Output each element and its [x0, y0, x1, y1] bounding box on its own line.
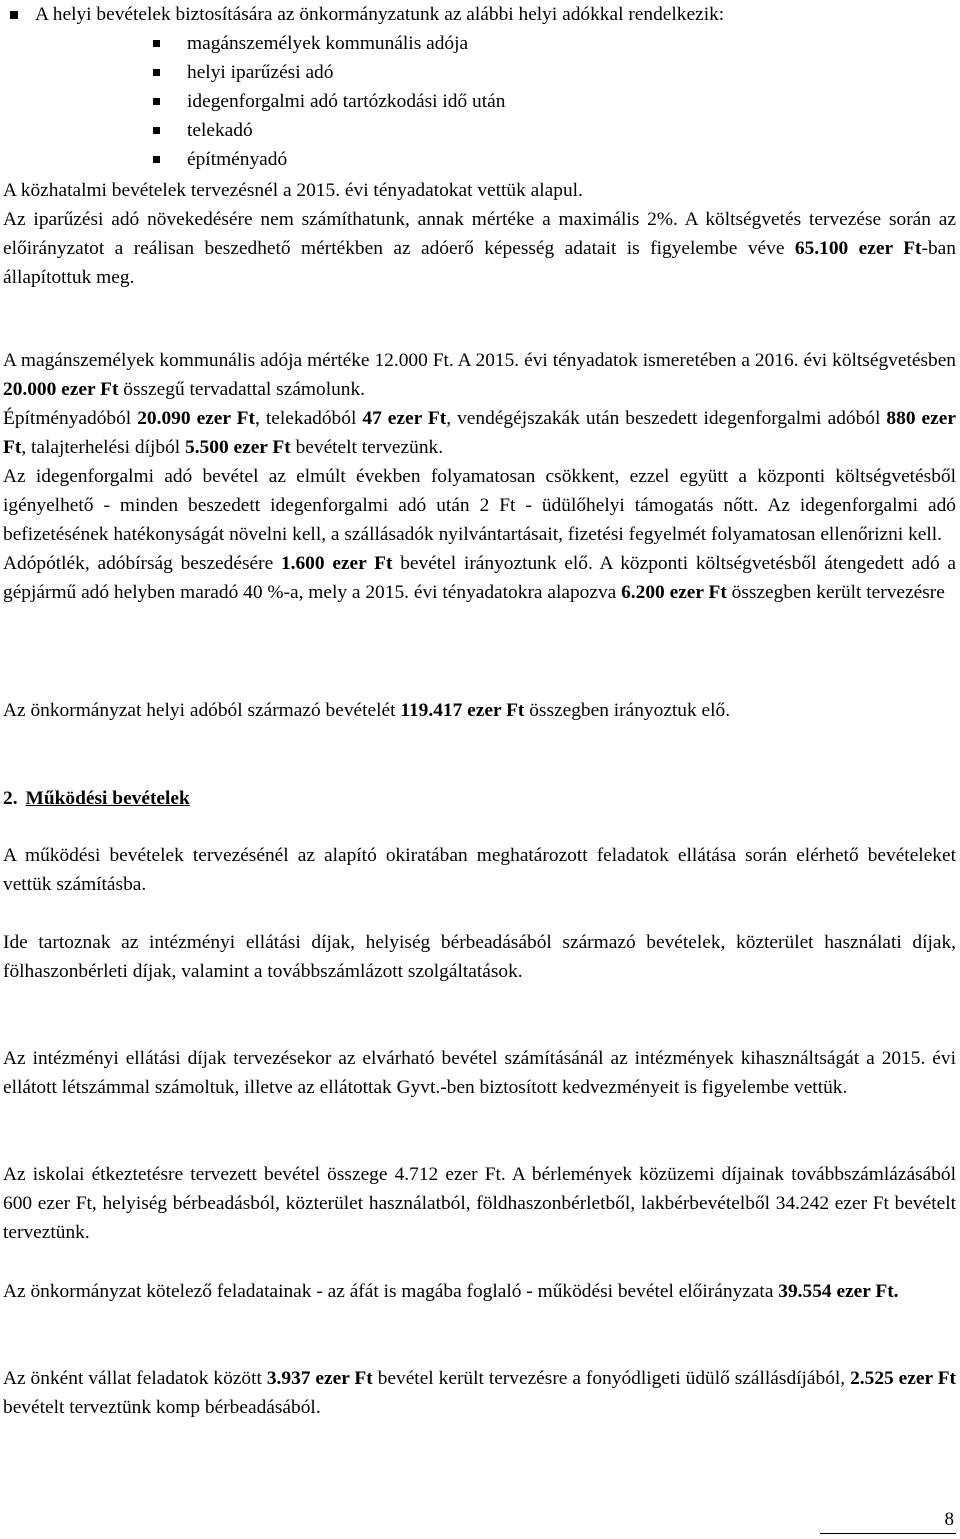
text-span: bevételt tervezünk. — [290, 437, 444, 458]
text-span: -ban állapítottuk meg. — [3, 238, 956, 288]
paragraph-text — [3, 1277, 956, 1306]
section-title: Működési bevételek — [25, 788, 190, 809]
text-span: Adópótlék, adóbírság beszedésére — [3, 553, 281, 574]
amount-bold: 47 ezer Ft — [362, 408, 447, 429]
amount-bold: 20.090 ezer Ft — [137, 408, 255, 429]
amount-bold: 2.525 ezer Ft — [850, 1368, 957, 1389]
amount-bold: 1.600 ezer Ft — [280, 553, 393, 574]
text-span: A magánszemélyek kommunális adója mértéke 12.000 Ft. A 2015. évi tényadatok ismeretében a 2016. évi költségvetésben — [3, 350, 956, 371]
text-span: összegben került tervezésre — [726, 582, 945, 603]
page-number: 8 — [944, 1509, 954, 1530]
list-item — [3, 0, 956, 174]
text-span: Az önkormányzat helyi adóból származó bevételét — [3, 700, 401, 721]
paragraph-text: Az idegenforgalmi adó bevétel az elmúlt években folyamatosan csökkent, ezzel együtt a központi költségvetésből igényelhető - minden beszedett idegenforgalmi adó után 2 Ft - üdülőhelyi támogatás nőtt. Az idegenforgalmi adó befizetésének hatékonyságát növelni kell, a szállásadók nyilvántartásait, fizetési fegyelmét folyamatosan ellenőrizni kell. — [3, 466, 956, 545]
paragraph-text: Ide tartoznak az intézményi ellátási díjak, helyiség bérbeadásából származó bevételek, közterület használati díjak, fölhaszonbérleti díjak, valamint a továbbszámlázott szolgáltatások. — [3, 932, 956, 982]
paragraph-voluntary-tasks — [3, 1364, 956, 1422]
paragraph-line — [3, 176, 956, 205]
amount-bold: 3.937 ezer Ft — [266, 1368, 373, 1389]
tax-list-lead: A helyi bevételek biztosítására az önkormányzatunk az alábbi helyi adókkal rendelkezik: — [35, 4, 725, 25]
section-heading — [3, 784, 190, 813]
text-span: bevétel irányoztunk elő. A központi költségvetésből átengedett adó a gépjármű adó helyben maradó 40 %-a, mely a 2015. évi tényadatokra alapozva — [3, 553, 956, 603]
page-number-rule — [820, 1533, 956, 1534]
paragraph-school-catering — [3, 1160, 956, 1247]
paragraph-text: Az intézményi ellátási díjak tervezésekor az elvárható bevétel számításánál az intézmények kihasználtságát a 2015. évi ellátott létszámmal számoltuk, illetve az ellátottak Gyvt.-ben biztosított kedvezményeit is figyelembe vettük. — [3, 1048, 956, 1098]
list-item: építményadó — [153, 145, 956, 174]
paragraph-text: A működési bevételek tervezésénél az alapító okiratában meghatározott feladatok ellátása során elérhető bevételeket vettük számításba. — [3, 845, 956, 895]
paragraph-basis — [3, 176, 956, 292]
tax-sublist — [35, 29, 956, 174]
text-span: , talajterhelési díjból — [21, 437, 186, 458]
paragraph-business-tax — [3, 205, 956, 292]
paragraph-text — [3, 549, 956, 607]
text-span: Építményadóból — [3, 408, 138, 429]
text-span: Az iparűzési adó növekedésére nem számíthatunk, annak mértéke a maximális 2%. A költségvetés tervezése során az előirányzatot a reálisan beszedhető mértékben az adóerő képesség adatait is figyelembe véve — [3, 209, 956, 259]
paragraph-text: Az iskolai étkeztetésre tervezett bevétel összege 4.712 ezer Ft. A bérlemények közüzemi díjainak továbbszámlázásából 600 ezer Ft, helyiség bérbeadásból, közterület használatból, földhaszonbérletből, lakbérbevételből 34.242 ezer Ft bevételt terveztünk. — [3, 1164, 956, 1243]
text-span: összegű tervadattal számolunk. — [118, 379, 366, 400]
paragraph-operating-items — [3, 928, 956, 986]
paragraph-text — [3, 404, 956, 462]
text-span: , telekadóból — [255, 408, 363, 429]
paragraph-text — [3, 1364, 956, 1422]
paragraph-operating-intro — [3, 841, 956, 899]
paragraph-text — [3, 696, 956, 725]
text-span: bevétel került tervezésre a fonyódligeti üdülő szállásdíjából, — [372, 1368, 851, 1389]
list-item: helyi iparűzési adó — [153, 58, 956, 87]
amount-bold: 119.417 ezer Ft — [400, 700, 525, 721]
text-span: Az önként vállat feladatok között — [3, 1368, 267, 1389]
paragraph-local-tax-total — [3, 696, 956, 725]
text-span: A közhatalmi bevételek tervezésnél a 2015. évi tényadatokat vettük alapul. — [3, 180, 583, 201]
paragraph-text — [3, 346, 956, 404]
tax-list-section — [3, 0, 956, 174]
paragraph-mandatory-tasks — [3, 1277, 956, 1306]
amount-bold: 880 ezer Ft — [3, 408, 956, 458]
text-span: bevételt terveztünk komp bérbeadásából. — [3, 1397, 321, 1418]
text-span: összegben irányoztuk elő. — [524, 700, 731, 721]
amount-bold: 5.500 ezer Ft — [185, 437, 291, 458]
section-number: 2. — [3, 788, 18, 809]
paragraph-communal-tax — [3, 346, 956, 607]
paragraph-institution-fees — [3, 1044, 956, 1102]
list-item: magánszemélyek kommunális adója — [153, 29, 956, 58]
list-item: telekadó — [153, 116, 956, 145]
amount-bold: 20.000 ezer Ft — [3, 379, 119, 400]
amount-bold: 6.200 ezer Ft — [621, 582, 727, 603]
list-item: idegenforgalmi adó tartózkodási idő után — [153, 87, 956, 116]
text-span: Az önkormányzat kötelező feladatainak - az áfát is magába foglaló - működési bevétel előirányzata — [3, 1281, 779, 1302]
amount-bold: 39.554 ezer Ft. — [778, 1281, 899, 1302]
text-span: , vendégéjszakák után beszedett idegenforgalmi adóból — [446, 408, 887, 429]
amount-bold: 65.100 ezer Ft — [794, 238, 922, 259]
